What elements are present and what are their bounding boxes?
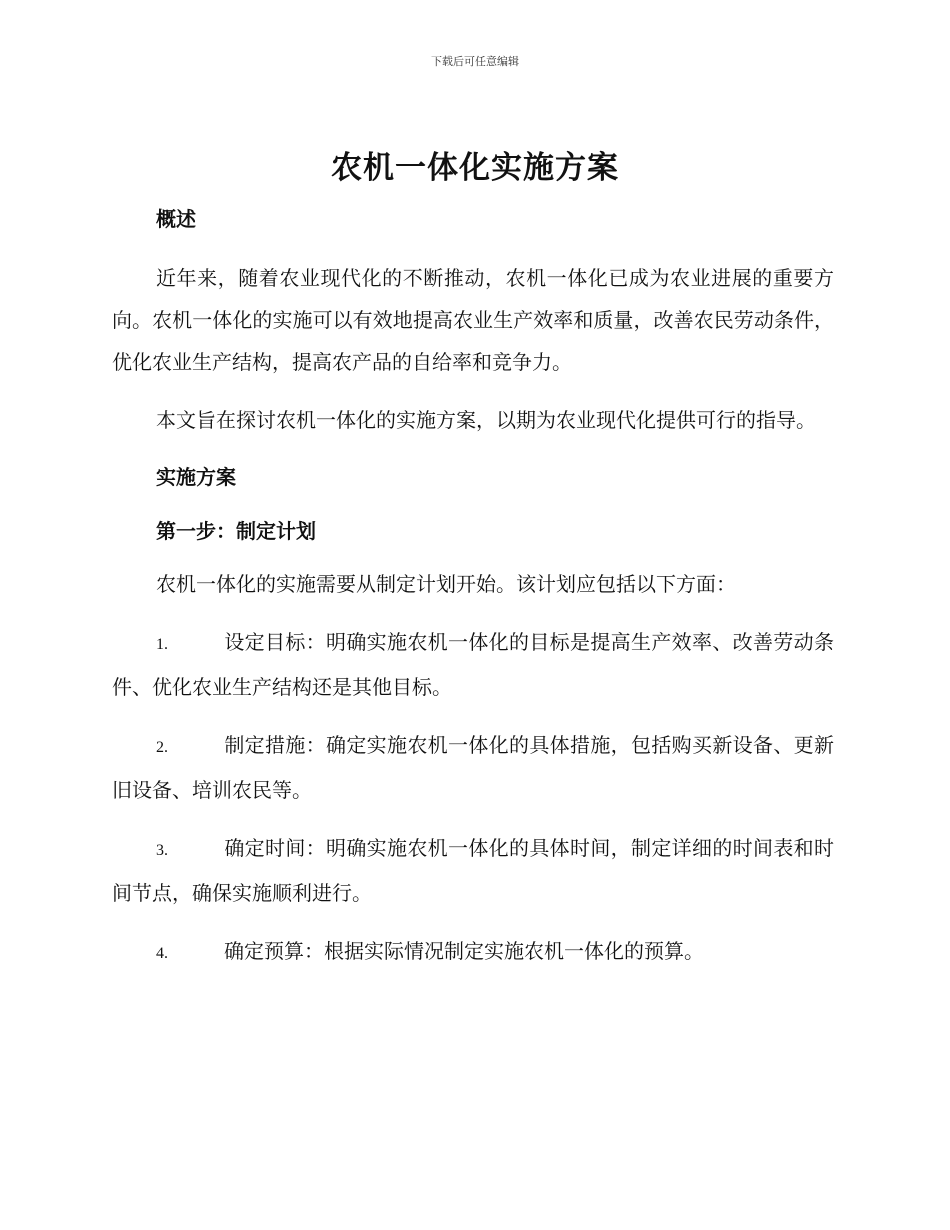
section-heading-overview: 概述 [156, 207, 196, 231]
step-intro-paragraph: 农机一体化的实施需要从制定计划开始。该计划应包括以下方面： [156, 572, 736, 596]
document-title: 农机一体化实施方案 [331, 150, 619, 186]
list-item-text: 设定目标：明确实施农机一体化的目标是提高生产效率、改善劳动条件、优化农业生产结构还是其他目标。 [112, 630, 834, 699]
document-body [112, 203, 834, 975]
list-item [112, 930, 834, 975]
overview-paragraph: 本文旨在探讨农机一体化的实施方案，以期为农业现代化提供可行的指导。 [156, 408, 816, 432]
list-item-number: 2. [156, 739, 168, 756]
overview-paragraph: 近年来，随着农业现代化的不断推动，农机一体化已成为农业进展的重要方向。农机一体化的实施可以有效地提高农业生产效率和质量，改善农民劳动条件，优化农业生产结构，提高农产品的自给率和竞争力。 [112, 266, 834, 374]
list-item-number: 3. [156, 842, 168, 859]
list-item [112, 621, 834, 708]
list-item-text: 确定预算：根据实际情况制定实施农机一体化的预算。 [224, 939, 704, 963]
list-item-number: 1. [156, 636, 168, 653]
step-heading: 第一步：制定计划 [156, 519, 316, 543]
header-note: 下载后可任意编辑 [431, 55, 519, 68]
list-item [112, 724, 834, 811]
section-heading-plan: 实施方案 [156, 465, 236, 489]
list-item-text: 制定措施：确定实施农机一体化的具体措施，包括购买新设备、更新旧设备、培训农民等。 [112, 733, 834, 802]
list-item-number: 4. [156, 945, 168, 962]
list-item-text: 确定时间：明确实施农机一体化的具体时间，制定详细的时间表和时间节点，确保实施顺利进行。 [112, 836, 834, 905]
list-item [112, 827, 834, 914]
